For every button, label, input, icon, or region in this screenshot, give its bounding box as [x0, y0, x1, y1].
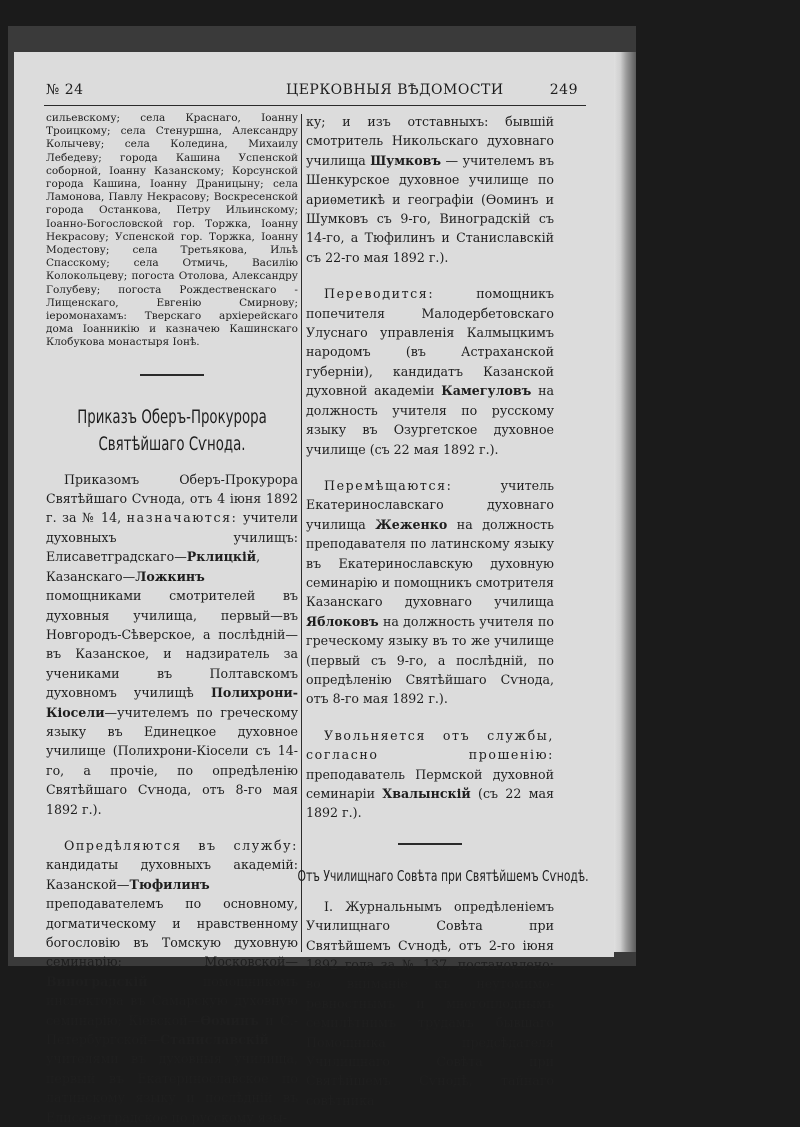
text-run: учителями въ духовныя училища, первый въ Екатеринославское по латинскому языку и послѣдній въ Елисаветградское по русскому язы-	[46, 1051, 298, 1125]
document-page	[14, 52, 614, 1125]
person-name: Рклицкій	[186, 549, 257, 565]
paragraph-dismissal	[306, 726, 554, 823]
section-heading-council: Отъ Училищнаго Совѣта при Святѣйшемъ Сѵнодѣ.	[297, 866, 589, 885]
text-run: (съ 22 мая 1892 г.).	[306, 786, 554, 821]
spaced-keyword: Увольняется отъ службы, согласно прошенію:	[306, 727, 554, 763]
person-name: Шумковъ	[370, 152, 442, 168]
person-name: Хвалынскій	[382, 786, 471, 801]
text-run: помощниками смотрителей въ духовныя училища, первый—въ Новгородъ-Сѣверское, а послѣдній—въ Казанское, и надзиратель за учениками въ Полтавскомъ духовномъ училищѣ	[46, 588, 298, 701]
paragraph-gap	[306, 459, 554, 476]
text-run: учитель Екатеринославскаго духовнаго училища	[306, 477, 554, 532]
spaced-keyword: Опредѣляются въ службу:	[64, 837, 298, 853]
column-divider	[301, 114, 302, 952]
page-number: 249	[549, 82, 578, 98]
text-run: на должность преподавателя по латинскому языку въ Екатеринославскую духовную семинарію и помощникъ смотрителя Казанскаго духовнаго училища	[306, 516, 555, 610]
text-run: Приказомъ Оберъ-Прокурора Святѣйшаго Сѵнода, отъ 4 іюня 1892 г. за № 14,	[46, 471, 298, 526]
paragraph-transfer	[306, 284, 554, 459]
person-name: Камегуловъ	[441, 383, 532, 399]
person-name: Ѳоминъ	[200, 1012, 259, 1028]
text-run: учители духовныхъ училищъ: Елисаветградскаго—	[46, 510, 298, 565]
paragraph-gap	[306, 709, 554, 726]
person-name: Яблоковъ	[306, 613, 379, 629]
continuation-list: сильевскому; села Краснаго, Іоанну Троицкому; села Стенуршна, Александру Колычеву; села Коледина, Михаилу Лебедеву; города Кашина Успенской соборной, Іоанну Казанскому; Корсунской города Кашина, Іоанну Драницыну; села Ламонова, Павлу Некрасову; Воскресенской города Останкова, Петру Ильинскому; Іоанно-Богословской гор. Торжка, Іоанну Некрасову; Успенской гор. Торжка, Іоанну Модестову; села Третьякова, Ильѣ Спасскому; села Отмичь, Василію Колокольцеву; погоста Отолова, Александру Голубеву; погоста Рождественскаго - Лищенскаго, Евгенію Смирнову; іеромонахамъ: Тверскаго архіерейскаго дома Іоанникію и казначею Кашинскаго Клобукова монастыря Іонѣ.	[46, 112, 298, 349]
paragraph-retired	[306, 112, 554, 267]
person-name: Полихрони-Кіосели	[46, 685, 298, 720]
text-run: , Казанскаго—	[46, 549, 261, 584]
text-run: на должность учителя по греческому языку въ то же училище (первый съ 9-го, а послѣдній, по опредѣленію Святѣйшаго Сѵнода, отъ 8-го мая 1892 г.).	[306, 613, 554, 707]
paragraph-council-journal: I. Журнальнымъ опредѣленіемъ Училищнаго Совѣта при Святѣйшемъ Сѵнодѣ, отъ 2-го іюня 1892 года за № 137, постановлено: во вниманіе къ неутомимо-ревностнымъ и многоплоднымъ семилѣтнимъ трудамъ бывшаго Помощника предсѣдателя Училищнаго Совѣта при Святѣйшемъ Сѵнодѣ, тайнаго совѣтника	[306, 898, 554, 1108]
spaced-keyword: Переводится:	[324, 286, 435, 302]
section-separator	[398, 843, 462, 845]
page-stack-edge	[612, 52, 636, 952]
text-run: — учителемъ въ Шенкурское духовное училище по ариѳметикѣ и географіи (Ѳоминъ и Шумковъ съ 9-го, Виноградскій съ 14-го, а Тюфилинъ и Станиславскій съ 22-го мая 1892 г.).	[306, 152, 554, 265]
person-name: Виноградскій	[46, 973, 148, 989]
person-name: Жеженко	[375, 516, 448, 532]
header-rule	[44, 105, 586, 106]
paragraph-gap	[306, 267, 554, 284]
spaced-keyword: Перемѣщаются:	[324, 477, 453, 493]
paragraph-assignments	[46, 836, 298, 1127]
text-run: и С.-Петербургской—	[46, 1012, 298, 1048]
text-run: ку; и изъ отставныхъ: бывшій смотритель Никольскаго духовнаго училища	[306, 114, 554, 168]
paragraph-appointments	[46, 470, 298, 819]
left-column	[46, 112, 298, 1127]
text-run: кандидаты духовныхъ академій: Казанской—	[46, 857, 298, 892]
text-run: помощникомъ инспектора въ Самарскую духовную семинарію; Кіевской—	[46, 973, 298, 1028]
text-run: преподаватель Пермской духовной семинаріи	[306, 766, 554, 801]
issue-number: № 24	[46, 82, 84, 98]
person-name: Станиславскій	[160, 1032, 269, 1048]
spaced-keyword: назначаются:	[126, 510, 238, 526]
text-run: помощникъ попечителя Малодербетовскаго Улуснаго управленія Калмыцкимъ народомъ (въ Астраханской губерніи), кандидатъ Казанской духовной академіи	[306, 286, 554, 399]
person-name: Ложкинъ	[135, 568, 205, 584]
journal-title: ЦЕРКОВНЫЯ ВѢДОМОСТИ	[286, 82, 504, 98]
text-run: —учителемъ по греческому языку въ Единецкое духовное училище (Полихрони-Кіосели съ 14-го, а прочіе, по опредѣленію Святѣйшаго Сѵнода, отъ 8-го мая 1892 г.).	[46, 704, 298, 817]
running-header	[46, 82, 586, 102]
paragraph-relocation	[306, 476, 554, 709]
text-run: на должность учителя по русскому языку въ Озургетское духовное училище (съ 22 мая 1892 г.).	[306, 383, 554, 457]
person-name: Тюфилинъ	[129, 876, 210, 892]
right-column	[297, 112, 589, 1110]
section-heading-order: Приказъ Оберъ-Прокурора Святѣйшаго Сѵнода.	[77, 405, 267, 455]
paragraph-gap	[46, 819, 298, 836]
text-run: преподавателемъ по основному, догматическому и нравственному богословію въ Томскую духовную семинарію; Московской—	[46, 896, 298, 970]
section-separator	[140, 374, 204, 376]
